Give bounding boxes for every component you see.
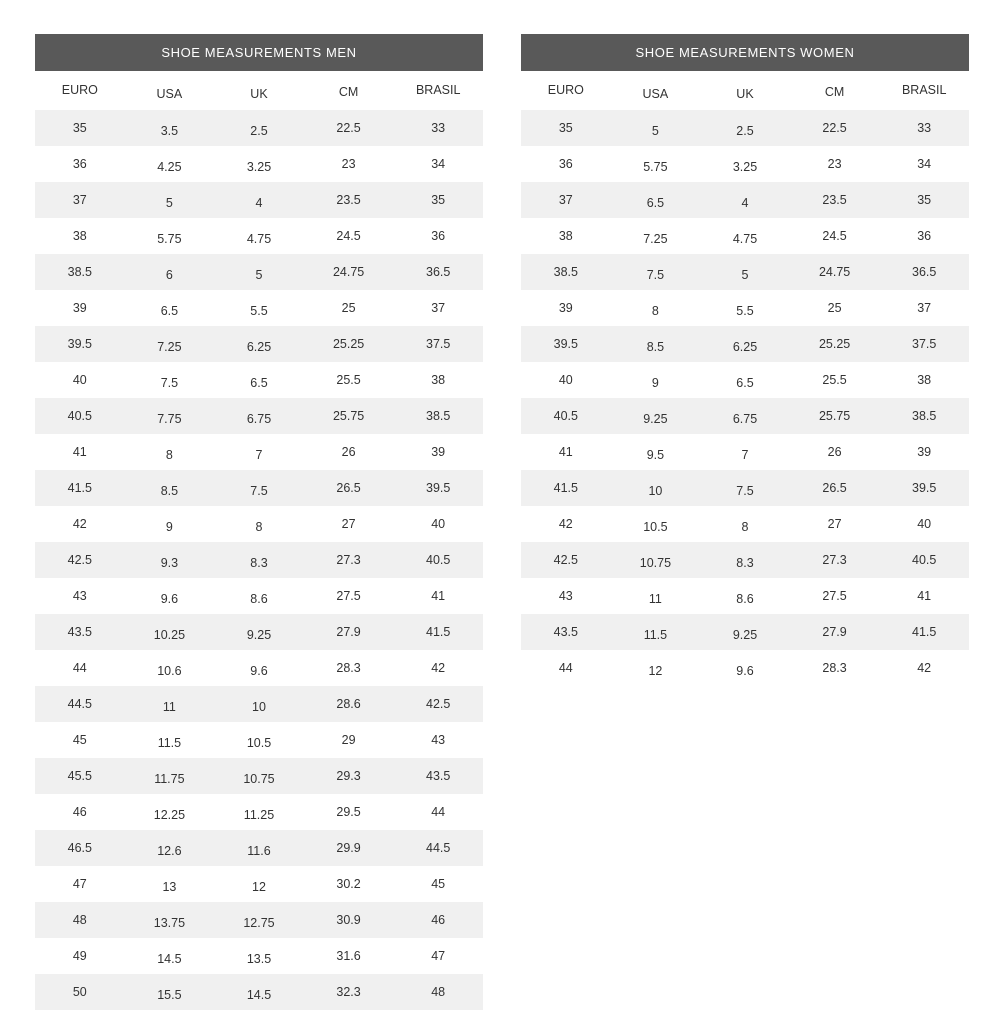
cell-brasil: 41 xyxy=(879,578,969,614)
cell-usa: 9.25 xyxy=(611,398,701,434)
cell-cm: 26 xyxy=(790,434,880,470)
cell-cm: 31.6 xyxy=(304,938,394,974)
cell-cm: 23.5 xyxy=(790,182,880,218)
cell-cm: 26 xyxy=(304,434,394,470)
cell-cm: 24.75 xyxy=(790,254,880,290)
table-row xyxy=(35,974,483,1010)
cell-euro: 41 xyxy=(521,434,611,470)
table-row xyxy=(521,290,969,326)
table-row xyxy=(521,326,969,362)
cell-cm: 28.3 xyxy=(304,650,394,686)
cell-brasil: 38 xyxy=(393,362,483,398)
cell-usa: 11.75 xyxy=(125,758,215,794)
cell-uk: 12.75 xyxy=(214,902,304,938)
cell-brasil: 42 xyxy=(393,650,483,686)
cell-brasil: 44.5 xyxy=(393,830,483,866)
column-header-euro: EURO xyxy=(521,71,611,110)
table-row xyxy=(35,650,483,686)
cell-brasil: 42.5 xyxy=(393,686,483,722)
cell-euro: 47 xyxy=(35,866,125,902)
cell-usa: 8 xyxy=(611,290,701,326)
cell-uk: 5 xyxy=(214,254,304,290)
cell-usa: 7.25 xyxy=(125,326,215,362)
table-row xyxy=(35,722,483,758)
cell-uk: 6.75 xyxy=(700,398,790,434)
cell-brasil: 43.5 xyxy=(393,758,483,794)
table-row xyxy=(35,146,483,182)
table-row xyxy=(35,110,483,146)
cell-usa: 7.5 xyxy=(125,362,215,398)
cell-euro: 46.5 xyxy=(35,830,125,866)
cell-uk: 4.75 xyxy=(214,218,304,254)
cell-uk: 9.6 xyxy=(214,650,304,686)
cell-usa: 8 xyxy=(125,434,215,470)
cell-uk: 2.5 xyxy=(700,110,790,146)
cell-usa: 10.75 xyxy=(611,542,701,578)
cell-usa: 8.5 xyxy=(125,470,215,506)
cell-brasil: 33 xyxy=(393,110,483,146)
cell-uk: 9.25 xyxy=(700,614,790,650)
cell-euro: 38.5 xyxy=(35,254,125,290)
table-row xyxy=(521,542,969,578)
cell-usa: 10 xyxy=(611,470,701,506)
cell-cm: 27.9 xyxy=(790,614,880,650)
cell-cm: 29 xyxy=(304,722,394,758)
cell-uk: 6.75 xyxy=(214,398,304,434)
table-row xyxy=(521,434,969,470)
cell-usa: 15.5 xyxy=(125,974,215,1010)
cell-brasil: 39.5 xyxy=(879,470,969,506)
table-row xyxy=(521,614,969,650)
cell-uk: 10 xyxy=(214,686,304,722)
cell-cm: 25 xyxy=(790,290,880,326)
cell-usa: 9.3 xyxy=(125,542,215,578)
cell-euro: 42.5 xyxy=(521,542,611,578)
cell-brasil: 41.5 xyxy=(393,614,483,650)
cell-cm: 26.5 xyxy=(304,470,394,506)
cell-uk: 5.5 xyxy=(700,290,790,326)
cell-usa: 3.5 xyxy=(125,110,215,146)
cell-brasil: 36.5 xyxy=(879,254,969,290)
cell-brasil: 38.5 xyxy=(879,398,969,434)
table-row xyxy=(35,866,483,902)
cell-uk: 5.5 xyxy=(214,290,304,326)
cell-usa: 7.5 xyxy=(611,254,701,290)
cell-usa: 5 xyxy=(125,182,215,218)
cell-uk: 9.25 xyxy=(214,614,304,650)
cell-brasil: 41 xyxy=(393,578,483,614)
cell-euro: 39 xyxy=(521,290,611,326)
cell-euro: 43 xyxy=(521,578,611,614)
cell-usa: 12.6 xyxy=(125,830,215,866)
cell-euro: 37 xyxy=(521,182,611,218)
table-row xyxy=(35,398,483,434)
men-size-table-wrapper xyxy=(35,34,483,1010)
cell-brasil: 46 xyxy=(393,902,483,938)
cell-cm: 25.25 xyxy=(790,326,880,362)
cell-euro: 42 xyxy=(521,506,611,542)
women-table-body xyxy=(521,110,969,686)
cell-euro: 35 xyxy=(521,110,611,146)
table-row xyxy=(35,290,483,326)
cell-euro: 41.5 xyxy=(521,470,611,506)
cell-usa: 5.75 xyxy=(611,146,701,182)
table-row xyxy=(35,254,483,290)
cell-cm: 32.3 xyxy=(304,974,394,1010)
table-row xyxy=(35,902,483,938)
cell-brasil: 48 xyxy=(393,974,483,1010)
table-row xyxy=(35,506,483,542)
cell-usa: 10.6 xyxy=(125,650,215,686)
cell-usa: 9.5 xyxy=(611,434,701,470)
cell-euro: 44 xyxy=(521,650,611,686)
cell-brasil: 44 xyxy=(393,794,483,830)
cell-euro: 44 xyxy=(35,650,125,686)
cell-euro: 45.5 xyxy=(35,758,125,794)
cell-uk: 5 xyxy=(700,254,790,290)
women-size-table-wrapper xyxy=(521,34,969,1010)
cell-uk: 7 xyxy=(214,434,304,470)
cell-cm: 26.5 xyxy=(790,470,880,506)
cell-brasil: 40 xyxy=(393,506,483,542)
cell-brasil: 41.5 xyxy=(879,614,969,650)
cell-uk: 7 xyxy=(700,434,790,470)
cell-usa: 10.25 xyxy=(125,614,215,650)
men-size-table xyxy=(35,34,483,1010)
column-header-usa: USA xyxy=(125,71,215,110)
cell-usa: 7.25 xyxy=(611,218,701,254)
cell-usa: 13.75 xyxy=(125,902,215,938)
cell-euro: 40.5 xyxy=(521,398,611,434)
table-row xyxy=(35,758,483,794)
table-row xyxy=(35,182,483,218)
cell-uk: 7.5 xyxy=(214,470,304,506)
cell-uk: 4 xyxy=(214,182,304,218)
cell-euro: 38 xyxy=(521,218,611,254)
column-header-brasil: BRASIL xyxy=(879,71,969,110)
table-row xyxy=(521,362,969,398)
cell-brasil: 34 xyxy=(879,146,969,182)
cell-uk: 10.5 xyxy=(214,722,304,758)
cell-usa: 5.75 xyxy=(125,218,215,254)
cell-brasil: 39 xyxy=(879,434,969,470)
cell-euro: 35 xyxy=(35,110,125,146)
cell-euro: 43 xyxy=(35,578,125,614)
cell-usa: 12.25 xyxy=(125,794,215,830)
column-header-uk: UK xyxy=(700,71,790,110)
cell-cm: 27.3 xyxy=(304,542,394,578)
cell-brasil: 39 xyxy=(393,434,483,470)
cell-brasil: 34 xyxy=(393,146,483,182)
cell-euro: 39.5 xyxy=(521,326,611,362)
cell-usa: 4.25 xyxy=(125,146,215,182)
table-row xyxy=(521,218,969,254)
cell-brasil: 43 xyxy=(393,722,483,758)
cell-cm: 25.75 xyxy=(304,398,394,434)
cell-brasil: 47 xyxy=(393,938,483,974)
cell-uk: 8.6 xyxy=(700,578,790,614)
table-row xyxy=(521,146,969,182)
table-header-row xyxy=(521,71,969,110)
cell-euro: 42 xyxy=(35,506,125,542)
cell-cm: 29.9 xyxy=(304,830,394,866)
cell-euro: 40.5 xyxy=(35,398,125,434)
cell-usa: 9 xyxy=(125,506,215,542)
cell-cm: 27.3 xyxy=(790,542,880,578)
cell-cm: 27.5 xyxy=(304,578,394,614)
table-row xyxy=(521,182,969,218)
table-row xyxy=(521,470,969,506)
cell-uk: 8.3 xyxy=(700,542,790,578)
table-row xyxy=(35,578,483,614)
cell-cm: 27 xyxy=(790,506,880,542)
table-row xyxy=(35,434,483,470)
table-row xyxy=(35,470,483,506)
men-table-body xyxy=(35,110,483,1010)
cell-cm: 30.9 xyxy=(304,902,394,938)
cell-usa: 7.75 xyxy=(125,398,215,434)
cell-usa: 5 xyxy=(611,110,701,146)
women-table-title: SHOE MEASUREMENTS WOMEN xyxy=(521,34,969,71)
cell-euro: 46 xyxy=(35,794,125,830)
cell-uk: 8 xyxy=(700,506,790,542)
cell-cm: 30.2 xyxy=(304,866,394,902)
cell-brasil: 38.5 xyxy=(393,398,483,434)
column-header-cm: CM xyxy=(304,71,394,110)
cell-brasil: 37.5 xyxy=(879,326,969,362)
cell-euro: 36 xyxy=(521,146,611,182)
cell-euro: 39.5 xyxy=(35,326,125,362)
column-header-usa: USA xyxy=(611,71,701,110)
men-table-title: SHOE MEASUREMENTS MEN xyxy=(35,34,483,71)
cell-brasil: 42 xyxy=(879,650,969,686)
cell-euro: 38 xyxy=(35,218,125,254)
cell-brasil: 39.5 xyxy=(393,470,483,506)
cell-cm: 29.5 xyxy=(304,794,394,830)
cell-euro: 43.5 xyxy=(35,614,125,650)
cell-cm: 23 xyxy=(790,146,880,182)
cell-cm: 27.9 xyxy=(304,614,394,650)
cell-usa: 8.5 xyxy=(611,326,701,362)
cell-euro: 48 xyxy=(35,902,125,938)
table-row xyxy=(35,542,483,578)
cell-uk: 3.25 xyxy=(214,146,304,182)
table-row xyxy=(35,830,483,866)
cell-cm: 29.3 xyxy=(304,758,394,794)
cell-cm: 27 xyxy=(304,506,394,542)
table-row xyxy=(35,326,483,362)
table-row xyxy=(35,614,483,650)
cell-usa: 6.5 xyxy=(125,290,215,326)
table-row xyxy=(35,794,483,830)
column-header-cm: CM xyxy=(790,71,880,110)
cell-uk: 8.6 xyxy=(214,578,304,614)
table-row xyxy=(521,110,969,146)
cell-cm: 25 xyxy=(304,290,394,326)
cell-usa: 12 xyxy=(611,650,701,686)
cell-brasil: 37 xyxy=(393,290,483,326)
cell-brasil: 33 xyxy=(879,110,969,146)
cell-cm: 23 xyxy=(304,146,394,182)
column-header-uk: UK xyxy=(214,71,304,110)
cell-cm: 28.6 xyxy=(304,686,394,722)
cell-uk: 14.5 xyxy=(214,974,304,1010)
cell-cm: 25.25 xyxy=(304,326,394,362)
cell-uk: 11.25 xyxy=(214,794,304,830)
cell-usa: 10.5 xyxy=(611,506,701,542)
cell-cm: 27.5 xyxy=(790,578,880,614)
cell-uk: 13.5 xyxy=(214,938,304,974)
cell-brasil: 35 xyxy=(879,182,969,218)
cell-usa: 6.5 xyxy=(611,182,701,218)
cell-uk: 10.75 xyxy=(214,758,304,794)
table-row xyxy=(521,506,969,542)
cell-uk: 7.5 xyxy=(700,470,790,506)
women-size-table xyxy=(521,34,969,686)
cell-brasil: 40.5 xyxy=(393,542,483,578)
cell-cm: 24.5 xyxy=(304,218,394,254)
cell-cm: 24.75 xyxy=(304,254,394,290)
women-table-head xyxy=(521,71,969,110)
cell-usa: 11.5 xyxy=(611,614,701,650)
cell-brasil: 35 xyxy=(393,182,483,218)
cell-euro: 39 xyxy=(35,290,125,326)
table-header-row xyxy=(35,71,483,110)
cell-uk: 3.25 xyxy=(700,146,790,182)
cell-usa: 11 xyxy=(611,578,701,614)
cell-euro: 43.5 xyxy=(521,614,611,650)
table-row xyxy=(521,254,969,290)
cell-cm: 24.5 xyxy=(790,218,880,254)
table-row xyxy=(521,650,969,686)
cell-brasil: 40 xyxy=(879,506,969,542)
cell-euro: 50 xyxy=(35,974,125,1010)
cell-usa: 6 xyxy=(125,254,215,290)
men-table-head xyxy=(35,71,483,110)
cell-usa: 14.5 xyxy=(125,938,215,974)
column-header-brasil: BRASIL xyxy=(393,71,483,110)
cell-uk: 6.5 xyxy=(214,362,304,398)
cell-uk: 11.6 xyxy=(214,830,304,866)
cell-brasil: 37 xyxy=(879,290,969,326)
cell-uk: 8 xyxy=(214,506,304,542)
cell-euro: 37 xyxy=(35,182,125,218)
cell-euro: 38.5 xyxy=(521,254,611,290)
cell-euro: 49 xyxy=(35,938,125,974)
cell-uk: 12 xyxy=(214,866,304,902)
cell-brasil: 36.5 xyxy=(393,254,483,290)
cell-uk: 6.5 xyxy=(700,362,790,398)
cell-uk: 6.25 xyxy=(214,326,304,362)
table-row xyxy=(521,578,969,614)
table-row xyxy=(35,362,483,398)
column-header-euro: EURO xyxy=(35,71,125,110)
cell-usa: 9 xyxy=(611,362,701,398)
cell-brasil: 36 xyxy=(879,218,969,254)
cell-cm: 22.5 xyxy=(304,110,394,146)
cell-usa: 11 xyxy=(125,686,215,722)
cell-uk: 2.5 xyxy=(214,110,304,146)
cell-brasil: 36 xyxy=(393,218,483,254)
cell-euro: 36 xyxy=(35,146,125,182)
cell-euro: 44.5 xyxy=(35,686,125,722)
cell-euro: 41.5 xyxy=(35,470,125,506)
table-row xyxy=(521,398,969,434)
cell-cm: 25.75 xyxy=(790,398,880,434)
cell-cm: 25.5 xyxy=(790,362,880,398)
cell-usa: 9.6 xyxy=(125,578,215,614)
cell-brasil: 38 xyxy=(879,362,969,398)
cell-brasil: 37.5 xyxy=(393,326,483,362)
cell-cm: 23.5 xyxy=(304,182,394,218)
cell-uk: 9.6 xyxy=(700,650,790,686)
cell-uk: 4 xyxy=(700,182,790,218)
cell-cm: 22.5 xyxy=(790,110,880,146)
cell-cm: 28.3 xyxy=(790,650,880,686)
cell-euro: 40 xyxy=(35,362,125,398)
cell-uk: 4.75 xyxy=(700,218,790,254)
cell-cm: 25.5 xyxy=(304,362,394,398)
table-row xyxy=(35,938,483,974)
cell-euro: 40 xyxy=(521,362,611,398)
table-row xyxy=(35,686,483,722)
cell-uk: 6.25 xyxy=(700,326,790,362)
table-row xyxy=(35,218,483,254)
cell-usa: 11.5 xyxy=(125,722,215,758)
cell-uk: 8.3 xyxy=(214,542,304,578)
cell-euro: 45 xyxy=(35,722,125,758)
cell-euro: 42.5 xyxy=(35,542,125,578)
cell-euro: 41 xyxy=(35,434,125,470)
cell-brasil: 45 xyxy=(393,866,483,902)
cell-usa: 13 xyxy=(125,866,215,902)
cell-brasil: 40.5 xyxy=(879,542,969,578)
